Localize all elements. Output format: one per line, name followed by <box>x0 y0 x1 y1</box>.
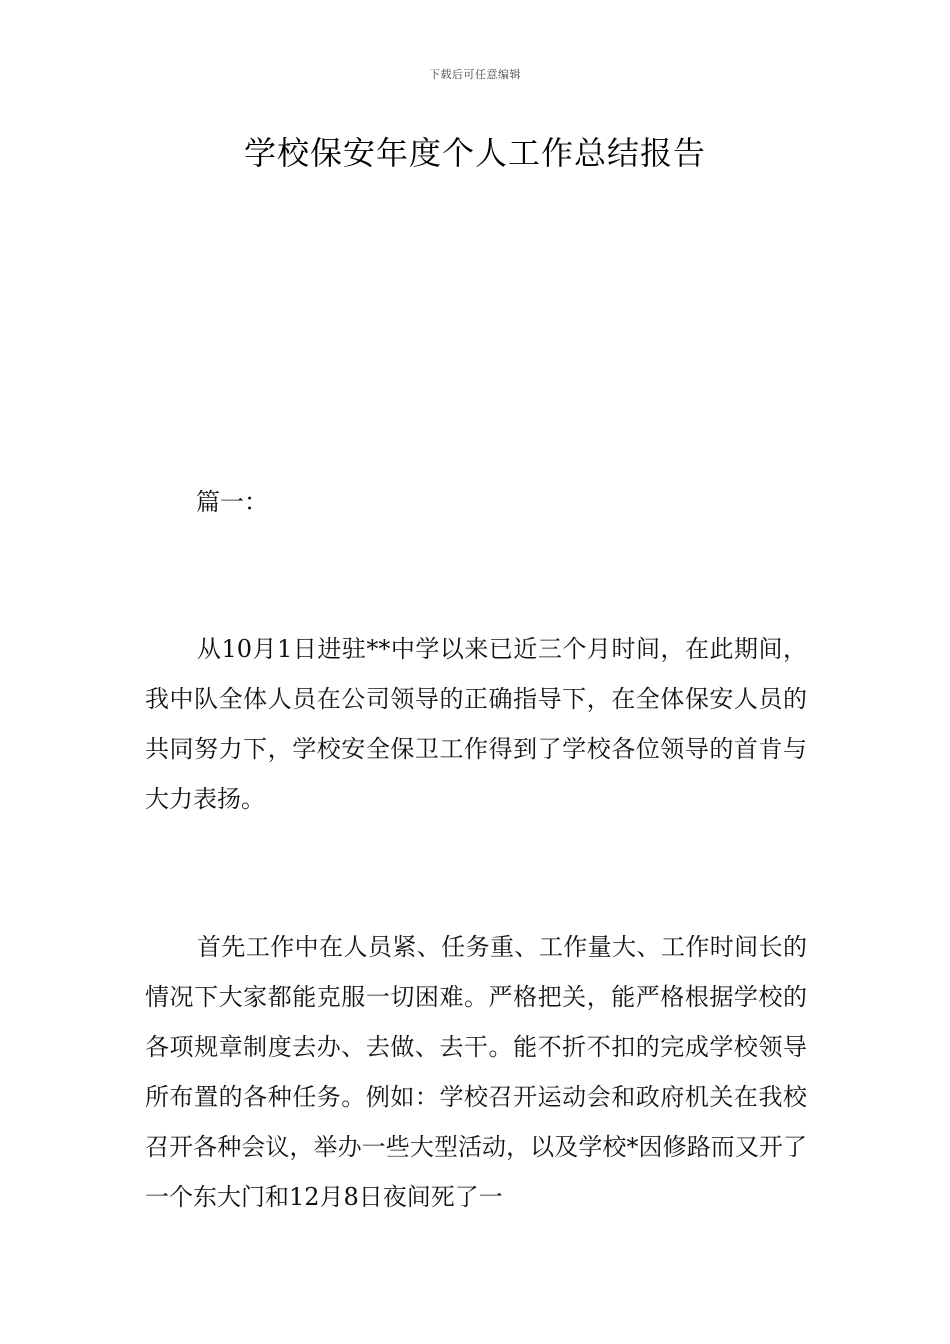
section-label: 篇一： <box>196 488 268 516</box>
header-note: 下载后可任意编辑 <box>429 68 521 81</box>
paragraph-2: 首先工作中在人员紧、任务重、工作量大、工作时间长的情况下大家都能克服一切困难。严格把关，能严格根据学校的各项规章制度去办、去做、去干。能不折不扣的完成学校领导所布置的各种任务。例如：学校召开运动会和政府机关在我校召开各种会议，举办一些大型活动，以及学校*因修路而又开了一个东大门和12月8日夜间死了一 <box>145 933 807 1211</box>
document-title: 学校保安年度个人工作总结报告 <box>243 134 706 172</box>
paragraph-1: 从10月1日进驻**中学以来已近三个月时间，在此期间，我中队全体人员在公司领导的正确指导下，在全体保安人员的共同努力下，学校安全保卫工作得到了学校各位领导的首肯与大力表扬。 <box>145 635 807 813</box>
